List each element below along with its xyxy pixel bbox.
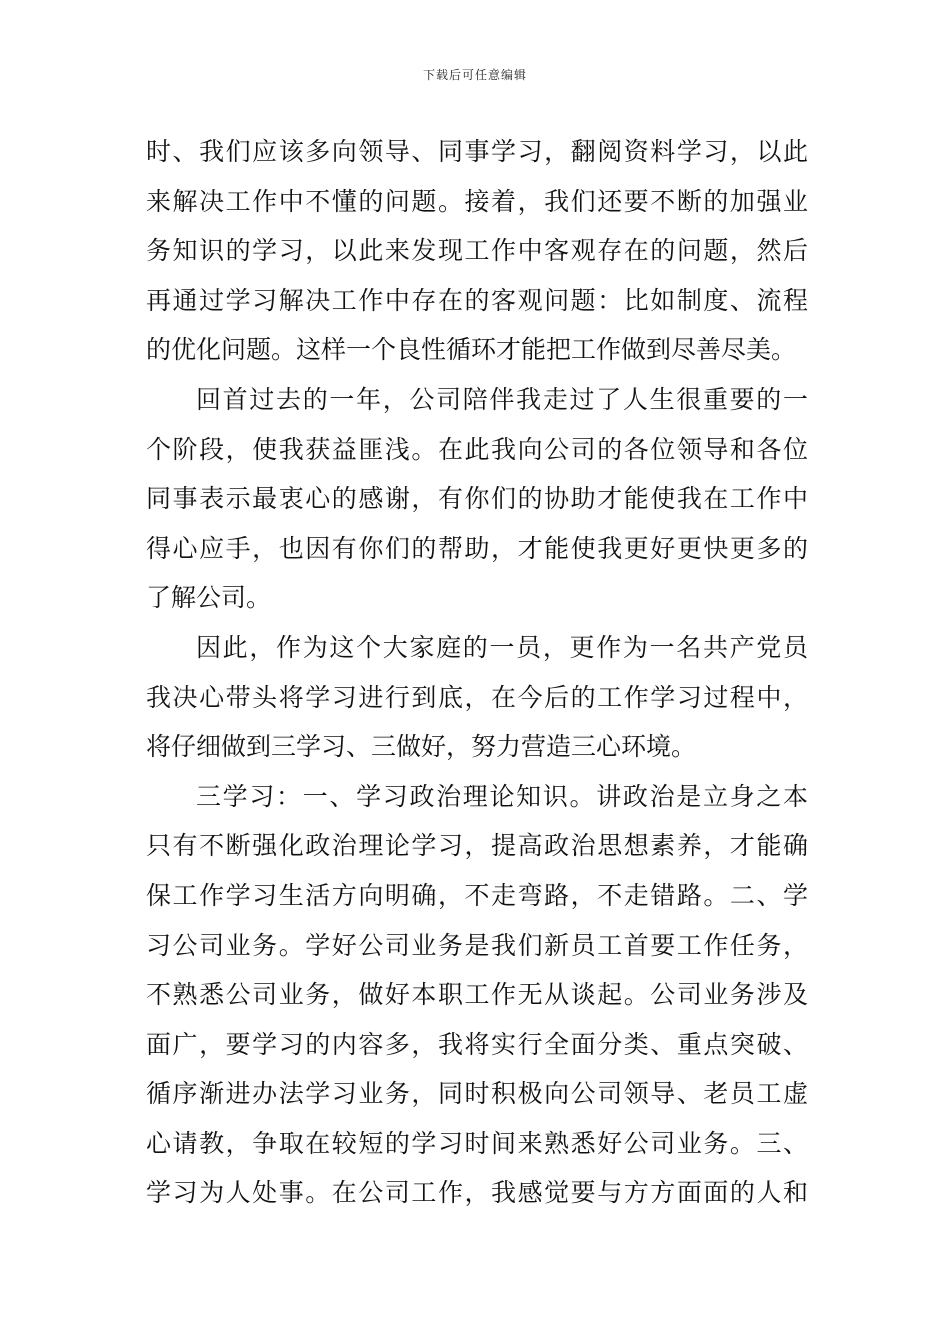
text-line: 保工作学习生活方向明确，不走弯路，不走错路。二、学: [146, 880, 808, 910]
text-line: 只有不断强化政治理论学习，提高政治思想素养，才能确: [146, 831, 808, 861]
text-line: 同事表示最衷心的感谢，有你们的协助才能使我在工作中: [146, 484, 808, 514]
text-line: 将仔细做到三学习、三做好，努力营造三心环境。: [146, 732, 697, 762]
text-line: 面广，要学习的内容多，我将实行全面分类、重点突破、: [146, 1029, 808, 1059]
text-line: 心请教，争取在较短的学习时间来熟悉好公司业务。三、: [146, 1128, 808, 1158]
text-line: 三学习：一、学习政治理论知识。讲政治是立身之本: [196, 781, 808, 811]
text-line: 个阶段，使我获益匪浅。在此我向公司的各位领导和各位: [146, 434, 808, 464]
text-line: 学习为人处事。在公司工作，我感觉要与方方面面的人和: [146, 1178, 808, 1208]
text-line: 循序渐进办法学习业务，同时积极向公司领导、老员工虚: [146, 1079, 808, 1109]
header-note: 下载后可任意编辑: [422, 68, 527, 82]
text-line: 得心应手，也因有你们的帮助，才能使我更好更快更多的: [146, 533, 808, 563]
text-line: 的优化问题。这样一个良性循环才能把工作做到尽善尽美。: [146, 335, 797, 365]
text-line: 习公司业务。学好公司业务是我们新员工首要工作任务，: [146, 930, 808, 960]
text-line: 务知识的学习，以此来发现工作中客观存在的问题，然后: [146, 236, 808, 266]
body-text: [146, 127, 808, 1218]
text-line: 时、我们应该多向领导、同事学习，翻阅资料学习，以此: [146, 137, 808, 166]
text-line: 我决心带头将学习进行到底，在今后的工作学习过程中，: [146, 682, 808, 712]
text-line: 了解公司。: [146, 583, 272, 613]
text-line: 再通过学习解决工作中存在的客观问题：比如制度、流程: [146, 285, 808, 315]
text-line: 因此，作为这个大家庭的一员，更作为一名共产党员: [196, 632, 808, 662]
text-line: 回首过去的一年，公司陪伴我走过了人生很重要的一: [196, 384, 808, 414]
text-line: 不熟悉公司业务，做好本职工作无从谈起。公司业务涉及: [146, 980, 808, 1010]
text-line: 来解决工作中不懂的问题。接着，我们还要不断的加强业: [146, 186, 808, 216]
